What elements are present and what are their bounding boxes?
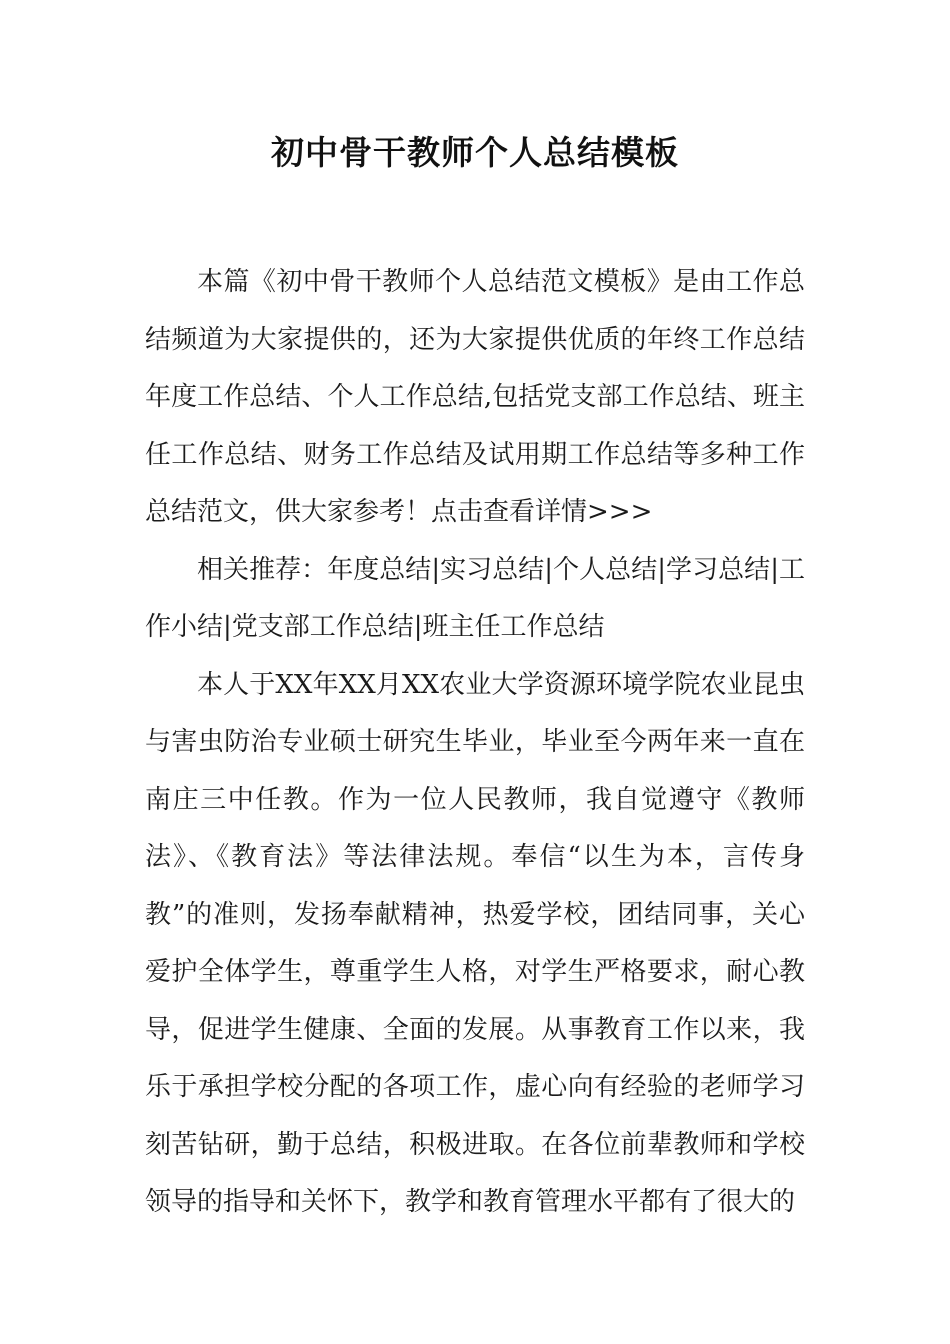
document-title: 初中骨干教师个人总结模板 [271,133,679,172]
related-recommendations-paragraph: 相关推荐：年度总结|实习总结|个人总结|学习总结|工作小结|党支部工作总结|班主任工作总结 [145,554,805,642]
summary-paragraph: 本人于XX年XX月XX农业大学资源环境学院农业昆虫与害虫防治专业硕士研究生毕业，毕业至今两年来一直在南庄三中任教。作为一位人民教师，我自觉遵守《教师法》、《教育法》等法律法规。奉信“以生为本，言传身教”的准则，发扬奉献精神，热爱学校，团结同事，关心爱护全体学生，尊重学生人格，对学生严格要求，耐心教导，促进学生健康、全面的发展。从事教育工作以来，我乐于承担学校分配的各项工作，虚心向有经验的老师学习刻苦钻研，勤于总结，积极进取。在各位前辈教师和学校领导的指导和关怀下，教学和教育管理水平都有了很大的 [145,669,805,1217]
document-body [145,254,805,1232]
intro-paragraph: 本篇《初中骨干教师个人总结范文模板》是由工作总结频道为大家提供的，还为大家提供优质的年终工作总结年度工作总结、个人工作总结,包括党支部工作总结、班主任工作总结、财务工作总结及试用期工作总结等多种工作总结范文，供大家参考！点击查看详情>>> [145,267,805,527]
